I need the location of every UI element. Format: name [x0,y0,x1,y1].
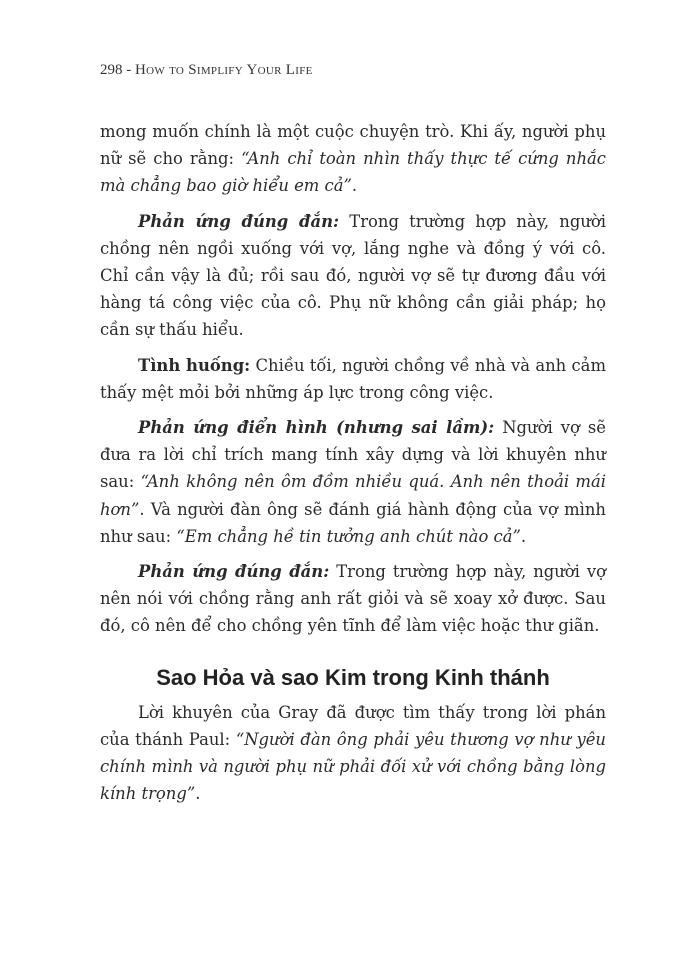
text-run: Trong trường hợp này, người chồng nên ngồi xuống với vợ, lắng nghe và đồng ý với cô. Chỉ cần vậy là đủ; rồi sau đó, người vợ sẽ tự đương đầu với hàng tá công việc của cô. Phụ nữ không cần giải pháp; họ cần sự thấu hiểu. [100,211,606,340]
lead-label: Tình huống: [138,355,251,375]
lead-label: Phản ứng đúng đắn: [138,211,340,231]
text-run: Chiều tối, người chồng về nhà và anh cảm thấy mệt mỏi bởi những áp lực trong công việc. [100,355,606,402]
text-run: mong muốn chính là một cuộc chuyện trò. Khi ấy, người phụ nữ sẽ cho rằng: [100,122,606,169]
running-header [100,62,313,79]
paragraph [100,558,606,640]
paragraph [100,414,606,550]
text-run: Người vợ sẽ đưa ra lời chỉ trích mang tính xây dựng và lời khuyên như sau: [100,418,606,492]
quote-run: “Em chẳng hề tin tưởng anh chút nào cả” [176,526,521,546]
lead-label: Phản ứng đúng đắn: [138,562,330,582]
book-title: How to Simplify Your Life [135,62,313,78]
text-run: . [520,526,527,546]
text-run: Lời khuyên của Gray đã được tìm thấy trong lời phán của thánh Paul: [100,702,606,750]
paragraph [100,699,606,808]
text-run: . [195,784,201,804]
text-run: Trong trường hợp này, người vợ nên nói với chồng rằng anh rất giỏi và sẽ xoay xở được. Sau đó, cô nên để cho chồng yên tĩnh để làm việc hoặc thư giãn. [100,562,607,636]
header-separator: - [122,62,135,78]
text-run: . [351,176,358,196]
paragraph [100,208,606,344]
lead-label: Phản ứng điển hình (nhưng sai lầm): [138,418,495,438]
page-number: 298 [100,62,123,78]
page-body [100,118,606,816]
quote-run: “Người đàn ông phải yêu thương vợ như yêu chính mình và người phụ nữ phải đối xử với chồng bằng lòng kính trọng” [100,730,606,804]
paragraph [100,118,606,200]
quote-run: “Anh không nên ôm đồm nhiều quá. Anh nên thoải mái hơn” [100,472,606,519]
paragraph [100,352,606,406]
text-run: . Và người đàn ông sẽ đánh giá hành động của vợ mình như sau: [100,499,606,546]
quote-run: “Anh chỉ toàn nhìn thấy thực tế cứng nhắc mà chẳng bao giờ hiểu em cả” [100,149,606,196]
section-heading: Sao Hỏa và sao Kim trong Kinh thánh [156,664,550,690]
